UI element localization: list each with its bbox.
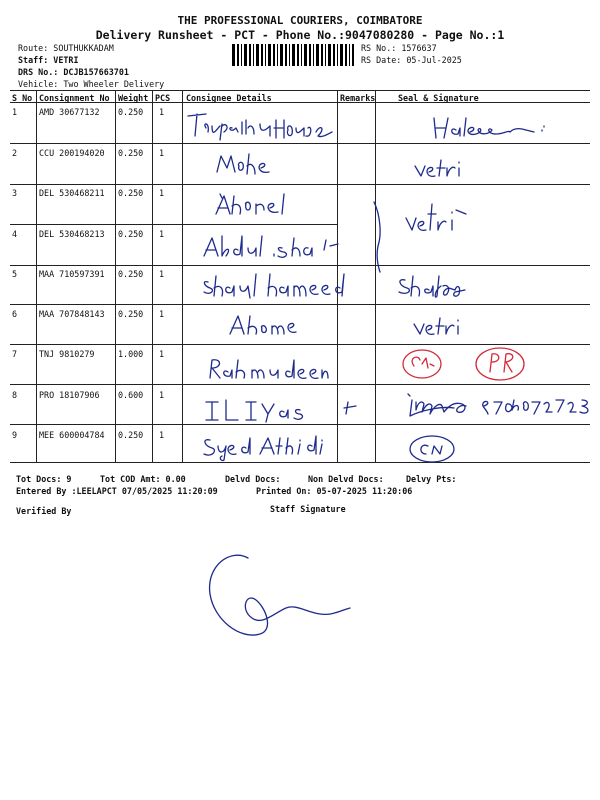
barcode-bar bbox=[325, 44, 326, 66]
cell-pcs: 1 bbox=[159, 107, 165, 117]
cell-pcs: 1 bbox=[159, 188, 165, 198]
col-divider bbox=[152, 90, 153, 462]
barcode-bar bbox=[316, 44, 319, 66]
entered-by: Entered By :LEELAPCT 07/05/2025 11:20:09 bbox=[16, 486, 218, 496]
handwritten-consignee-2 bbox=[215, 148, 275, 176]
barcode-bar bbox=[328, 44, 331, 66]
barcode-bar bbox=[253, 44, 254, 66]
col-divider bbox=[36, 90, 37, 462]
cell-consignment-no: PRO 18107906 bbox=[39, 390, 100, 400]
barcode-bar bbox=[349, 44, 350, 66]
barcode-bar bbox=[268, 44, 271, 66]
verified-by-label: Verified By bbox=[16, 506, 72, 516]
row-border bbox=[10, 265, 590, 266]
row-border bbox=[10, 143, 590, 144]
cell-weight: 0.600 bbox=[118, 390, 144, 400]
drs-value: DCJB157663701 bbox=[63, 67, 129, 77]
col-header-consignment: Consignment No bbox=[39, 93, 110, 103]
cell-weight: 1.000 bbox=[118, 349, 144, 359]
handwritten-consignee-1 bbox=[186, 108, 336, 140]
barcode-bar bbox=[301, 44, 302, 66]
signature-row-9-stamp bbox=[406, 434, 458, 466]
row-border bbox=[10, 184, 590, 185]
cell-pcs: 1 bbox=[159, 349, 165, 359]
signature-row-2 bbox=[413, 156, 463, 180]
row-border bbox=[10, 304, 590, 305]
table-top-border bbox=[10, 90, 590, 91]
drs-label: DRS No.: bbox=[18, 67, 64, 77]
signature-row-3-4 bbox=[402, 200, 472, 236]
cell-pcs: 1 bbox=[159, 390, 165, 400]
rs-number: RS No.: 1576637 bbox=[361, 43, 437, 53]
staff-signature-label: Staff Signature bbox=[270, 504, 346, 514]
cell-weight: 0.250 bbox=[118, 269, 144, 279]
handwritten-consignee-8 bbox=[204, 396, 324, 424]
table-bottom-border bbox=[10, 462, 590, 463]
barcode-bar bbox=[292, 44, 295, 66]
barcode bbox=[232, 44, 354, 66]
barcode-bar bbox=[241, 44, 242, 66]
barcode-bar bbox=[244, 44, 247, 66]
cell-pcs: 1 bbox=[159, 430, 165, 440]
col-header-sno: S No bbox=[12, 93, 33, 103]
total-docs: Tot Docs: 9 bbox=[16, 474, 72, 484]
cell-sno: 1 bbox=[12, 107, 18, 117]
handwritten-consignee-4 bbox=[202, 232, 347, 260]
signature-row-6 bbox=[412, 316, 462, 338]
cell-pcs: 1 bbox=[159, 148, 165, 158]
handwritten-consignee-5 bbox=[200, 270, 345, 300]
col-header-pcs: PCS bbox=[155, 93, 171, 103]
cell-sno: 9 bbox=[12, 430, 18, 440]
cell-sno: 2 bbox=[12, 148, 18, 158]
cell-weight: 0.250 bbox=[118, 188, 144, 198]
col-header-remarks: Remarks bbox=[340, 93, 376, 103]
non-delivered-docs: Non Delvd Docs: bbox=[308, 474, 384, 484]
cell-weight: 0.250 bbox=[118, 229, 144, 239]
col-header-weight: Weight bbox=[118, 93, 149, 103]
cell-pcs: 1 bbox=[159, 309, 165, 319]
cell-weight: 0.250 bbox=[118, 309, 144, 319]
cell-consignment-no: MAA 707848143 bbox=[39, 309, 105, 319]
cell-pcs: 1 bbox=[159, 269, 165, 279]
barcode-bar bbox=[265, 44, 266, 66]
handwritten-consignee-3 bbox=[212, 188, 292, 218]
barcode-bar bbox=[261, 44, 263, 66]
barcode-bar bbox=[321, 44, 323, 66]
cell-sno: 8 bbox=[12, 390, 18, 400]
barcode-bar bbox=[297, 44, 299, 66]
cell-consignment-no: AMD 30677132 bbox=[39, 107, 100, 117]
cell-consignment-no: MEE 600004784 bbox=[39, 430, 105, 440]
barcode-bar bbox=[280, 44, 283, 66]
cell-sno: 6 bbox=[12, 309, 18, 319]
barcode-bar bbox=[345, 44, 347, 66]
handwritten-consignee-6 bbox=[228, 314, 298, 338]
cell-sno: 7 bbox=[12, 349, 18, 359]
barcode-bar bbox=[277, 44, 278, 66]
drs-number bbox=[18, 67, 129, 77]
cell-consignment-no: CCU 200194020 bbox=[39, 148, 105, 158]
row-border bbox=[10, 384, 590, 385]
barcode-bar bbox=[249, 44, 251, 66]
remarks-bracket-mark bbox=[370, 200, 386, 274]
cell-weight: 0.250 bbox=[118, 107, 144, 117]
cell-sno: 3 bbox=[12, 188, 18, 198]
delivery-points: Delvy Pts: bbox=[406, 474, 457, 484]
barcode-bar bbox=[340, 44, 343, 66]
col-divider bbox=[115, 90, 116, 462]
signature-row-1 bbox=[430, 114, 560, 142]
cell-consignment-no: TNJ 9810279 bbox=[39, 349, 95, 359]
route: Route: SOUTHUKKADAM bbox=[18, 43, 114, 53]
barcode-bar bbox=[273, 44, 275, 66]
delivered-docs: Delvd Docs: bbox=[225, 474, 281, 484]
verifier-signature bbox=[200, 550, 360, 660]
barcode-bar bbox=[285, 44, 287, 66]
barcode-bar bbox=[309, 44, 311, 66]
total-cod-amount: Tot COD Amt: 0.00 bbox=[100, 474, 186, 484]
remarks-mark bbox=[342, 398, 360, 416]
printed-on: Printed On: 05-07-2025 11:20:06 bbox=[256, 486, 413, 496]
barcode-bar bbox=[337, 44, 338, 66]
cell-weight: 0.250 bbox=[118, 430, 144, 440]
barcode-bar bbox=[313, 44, 314, 66]
barcode-bar bbox=[256, 44, 259, 66]
cell-consignment-no: DEL 530468211 bbox=[39, 188, 105, 198]
col-header-consignee: Consignee Details bbox=[186, 93, 272, 103]
cell-weight: 0.250 bbox=[118, 148, 144, 158]
col-header-seal-signature: Seal & Signature bbox=[398, 93, 479, 103]
barcode-bar bbox=[304, 44, 307, 66]
row-border bbox=[10, 224, 337, 225]
runsheet-subtitle: Delivery Runsheet - PCT - Phone No.:9047080280 - Page No.:1 bbox=[95, 28, 505, 42]
col-divider bbox=[375, 90, 376, 462]
col-divider bbox=[182, 90, 183, 462]
cell-pcs: 1 bbox=[159, 229, 165, 239]
handwritten-consignee-7 bbox=[206, 356, 331, 382]
barcode-bar bbox=[237, 44, 239, 66]
barcode-bar bbox=[232, 44, 235, 66]
signature-row-7-stamps bbox=[400, 344, 550, 384]
handwritten-consignee-9 bbox=[200, 434, 325, 460]
staff-value: VETRI bbox=[53, 55, 79, 65]
cell-sno: 4 bbox=[12, 229, 18, 239]
signature-row-5 bbox=[395, 272, 475, 300]
company-name: THE PROFESSIONAL COURIERS, COIMBATORE bbox=[177, 14, 423, 27]
barcode-bar bbox=[352, 44, 354, 66]
vehicle: Vehicle: Two Wheeler Delivery bbox=[18, 79, 165, 89]
staff bbox=[18, 55, 79, 65]
signature-row-8 bbox=[402, 386, 597, 426]
cell-sno: 5 bbox=[12, 269, 18, 279]
barcode-bar bbox=[333, 44, 335, 66]
barcode-graphic bbox=[232, 44, 354, 66]
barcode-bar bbox=[289, 44, 290, 66]
cell-consignment-no: MAA 710597391 bbox=[39, 269, 105, 279]
staff-label: Staff: bbox=[18, 55, 54, 65]
cell-consignment-no: DEL 530468213 bbox=[39, 229, 105, 239]
rs-date: RS Date: 05-Jul-2025 bbox=[361, 55, 462, 65]
